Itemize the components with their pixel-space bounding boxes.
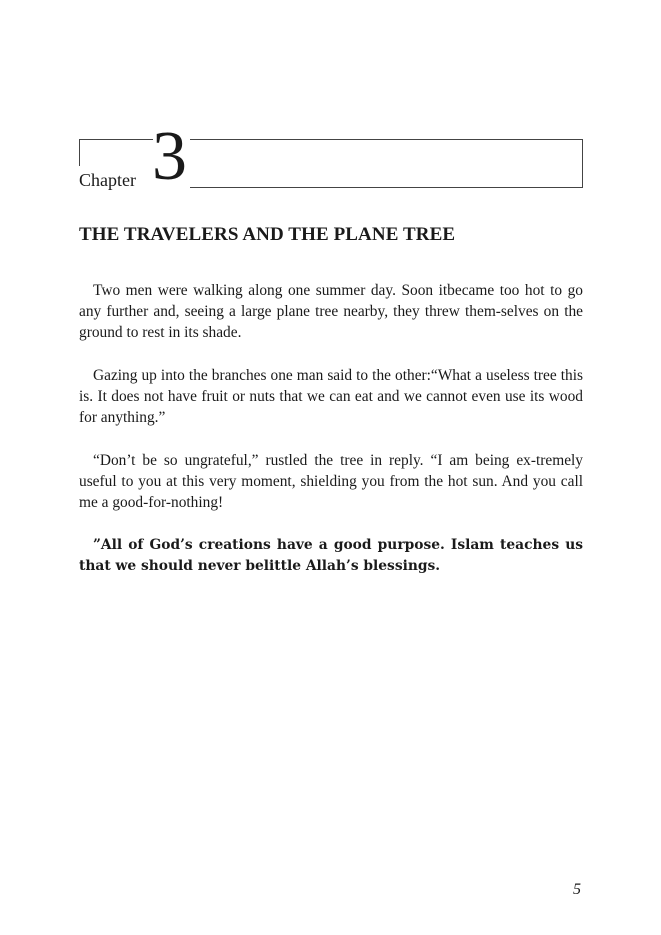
story-moral: ”All of God’s creations have a good purpose. Islam teaches us that we should never belittle Allah’s blessings. [79,537,583,574]
chapter-header [79,118,583,195]
chapter-frame-right [190,139,583,188]
chapter-number: 3 [152,118,187,195]
story-paragraph: Two men were walking along one summer day. Soon itbecame too hot to go any further and, seeing a large plane tree nearby, they threw them-selves on the ground to rest in its shade. [79,282,583,341]
page-number: 5 [573,881,581,898]
story-body [79,280,583,599]
story-title: THE TRAVELERS AND THE PLANE TREE [79,224,456,245]
chapter-frame-left [79,139,153,166]
chapter-label: Chapter [79,170,136,190]
story-paragraph: “Don’t be so ungrateful,” rustled the tree in reply. “I am being ex-tremely useful to you at this very moment, shielding you from the hot sun. And you call me a good-for-nothing! [79,452,583,511]
story-paragraph: Gazing up into the branches one man said to the other:“What a useless tree this is. It does not have fruit or nuts that we can eat and we cannot even use its wood for anything.” [79,367,583,426]
